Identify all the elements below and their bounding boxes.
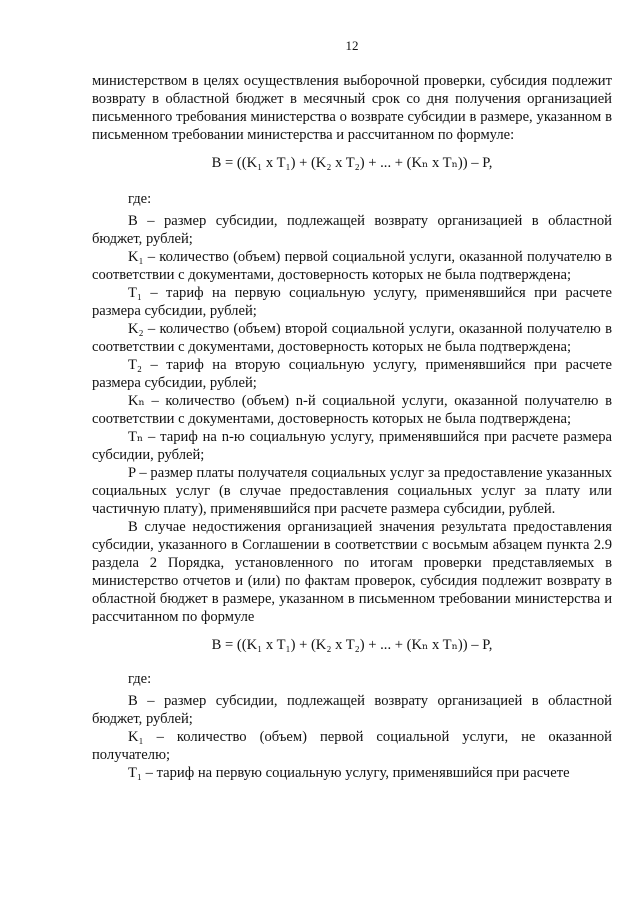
definition-b-1: B – размер субсидии, подлежащей возврату организацией в областной бюджет, рублей;: [92, 213, 612, 247]
formula-2: B = ((K₁ x T₁) + (K₂ x T₂) + ... + (Kₙ x Tₙ)) – P,: [211, 637, 493, 653]
definition-t2: T₂ – тариф на вторую социальную услугу, применявшийся при расчете размера субсидии, рублей;: [92, 357, 612, 391]
definition-kn: Kₙ – количество (объем) n-й социальной услуги, оказанной получателю в соответствии с документами, достоверность которых не была подтверждена;: [92, 393, 612, 427]
paragraph-case: В случае недостижения организацией значения результата предоставления субсидии, указанного в Соглашении в соответствии с восьмым абзацем пункта 2.9 раздела 2 Порядка, установленного по итогам проверки представляемых в министерство отчетов и (или) по фактам проверок, субсидия подлежит возврату в областной бюджет в размере, указанном в письменном требовании министерства и рассчитанном по формуле: [92, 519, 612, 625]
definition-t1-1: T₁ – тариф на первую социальную услугу, применявшийся при расчете размера субсидии, рублей;: [92, 285, 612, 319]
page-number: 12: [345, 38, 359, 53]
definition-t1-2: T₁ – тариф на первую социальную услугу, применявшийся при расчете: [128, 765, 570, 781]
definition-b-2: B – размер субсидии, подлежащей возврату организацией в областной бюджет, рублей;: [92, 693, 612, 727]
definition-k1-2: K₁ – количество (объем) первой социальной услуги, не оказанной получателю;: [92, 729, 612, 763]
definition-p: P – размер платы получателя социальных услуг за предоставление указанных социальных услуг (в случае предоставления социальных услуг за плату или частичную плату), применявшийся при расчете размера субсидии, рублей.: [92, 465, 612, 517]
paragraph-intro: министерством в целях осуществления выборочной проверки, субсидия подлежит возврату в областной бюджет в месячный срок со дня получения организацией письменного требования министерства о возврате субсидии в размере, указанном в письменном требовании министерства и рассчитанном по формуле:: [92, 73, 612, 143]
definition-k1-1: K₁ – количество (объем) первой социальной услуги, оказанной получателю в соответствии с документами, достоверность которых не была подтверждена;: [92, 249, 612, 283]
where-label-2: где:: [128, 671, 152, 687]
definition-k2: K₂ – количество (объем) второй социальной услуги, оказанной получателю в соответствии с документами, достоверность которых не была подтверждена;: [92, 321, 612, 355]
document-body: [92, 72, 612, 782]
definition-tn: Tₙ – тариф на n-ю социальную услугу, применявшийся при расчете размера субсидии, рублей;: [92, 429, 612, 463]
where-label-1: где:: [128, 191, 152, 207]
formula-1: B = ((K₁ x T₁) + (K₂ x T₂) + ... + (Kₙ x Tₙ)) – P,: [211, 155, 493, 171]
